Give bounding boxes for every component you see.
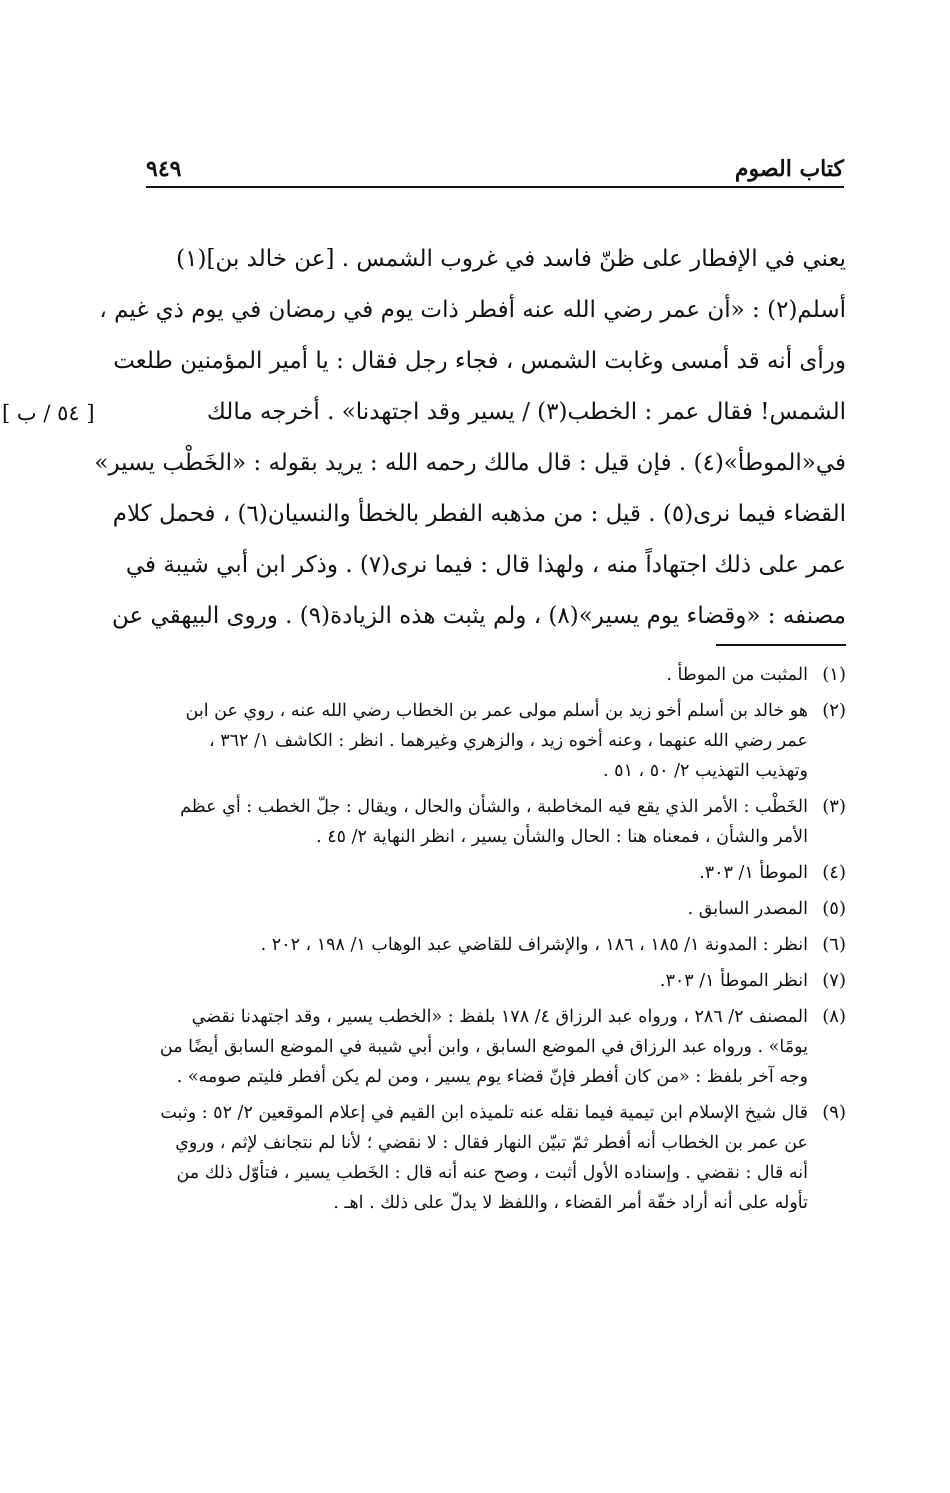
footnote-line: المصنف ٢/ ٢٨٦ ، ورواه عبد الرزاق ٤/ ١٧٨ بلفظ : «الخطب يسير ، وقد اجتهدنا نقضي (191, 1007, 808, 1027)
text-line: الشمس! فقال عمر : الخطب(٣) / يسير وقد اجتهدنا» . أخرجه مالك (206, 399, 846, 425)
footnote-line: انظر الموطأ ١/ ٣٠٣. (659, 971, 808, 991)
footnote-line: الأمر والشأن ، فمعناه هنا : الحال والشأن يسير ، انظر النهاية ٢/ ٤٥ . (316, 827, 808, 847)
footnote-number: (٥) (822, 898, 846, 919)
footnote-number: (٣) (822, 796, 846, 817)
page-number: ٩٤٩ (146, 156, 182, 182)
footnotes (146, 660, 846, 1224)
footnote-number: (٩) (822, 1102, 846, 1123)
footnote-number: (١) (822, 664, 846, 685)
footnote-line: يومًا» . ورواه عبد الرزاق في الموضع السابق ، وابن أبي شيبة في الموضع السابق أيضًا من (159, 1037, 808, 1057)
footnote-number: (٢) (822, 700, 846, 721)
footnote (146, 1002, 846, 1092)
footnote-number: (٦) (822, 934, 846, 955)
text-line: في«الموطأ»(٤) . فإن قيل : قال مالك رحمه الله : يريد بقوله : «الخَطْب يسير» (94, 450, 846, 476)
footnote-line: تأوله على أنه أراد خفّة أمر القضاء ، واللفظ لا يدلّ على ذلك . اهـ . (333, 1193, 808, 1213)
running-header (146, 148, 844, 188)
footnote-line: عن عمر بن الخطاب أنه أفطر ثمّ تبيّن النهار فقال : لا نقضي ؛ لأنا لم نتجانف لإثم ، وروي (175, 1133, 808, 1153)
footnote-line: أنه قال : نقضي . وإسناده الأول أثبت ، وصح عنه أنه قال : الخَطب يسير ، فتأوّل ذلك من (176, 1163, 808, 1183)
text-line: يعني في الإفطار على ظنّ فاسد في غروب الشمس . [عن خالد بن](١) (176, 246, 846, 272)
footnote-number: (٧) (822, 970, 846, 991)
footnote (146, 1098, 846, 1218)
footnote-separator (716, 644, 846, 646)
footnote (146, 894, 846, 924)
footnote-line: قال شيخ الإسلام ابن تيمية فيما نقله عنه تلميذه ابن القيم في إعلام الموقعين ٢/ ٥٢ : وثبت (160, 1103, 808, 1123)
chapter-title: كتاب الصوم (734, 156, 844, 182)
footnote (146, 792, 846, 852)
footnote-line: عمر رضي الله عنهما ، وعنه أخوه زيد ، والزهري وغيرهما . انظر : الكاشف ١/ ٣٦٢ ، (209, 731, 808, 751)
footnote-number: (٤) (822, 862, 846, 883)
footnote-line: انظر : المدونة ١/ ١٨٥ ، ١٨٦ ، والإشراف للقاضي عبد الوهاب ١/ ١٩٨ ، ٢٠٢ . (260, 935, 808, 955)
text-line: عمر على ذلك اجتهاداً منه ، ولهذا قال : فيما نرى(٧) . وذكر ابن أبي شيبة في (125, 552, 846, 578)
text-line: أسلم(٢) : «أن عمر رضي الله عنه أفطر ذات يوم في رمضان في يوم ذي غيم ، (99, 297, 846, 323)
footnote-line: الموطأ ١/ ٣٠٣. (699, 863, 808, 883)
header-rule (146, 186, 844, 188)
footnote (146, 696, 846, 786)
footnote (146, 966, 846, 996)
footnote-line: المثبت من الموطأ . (666, 665, 808, 685)
footnote (146, 858, 846, 888)
footnote-number: (٨) (822, 1006, 846, 1027)
footnote (146, 660, 846, 690)
main-text (94, 234, 846, 642)
footnote-line: هو خالد بن أسلم أخو زيد بن أسلم مولى عمر بن الخطاب رضي الله عنه ، روي عن ابن (185, 701, 808, 721)
footnote-line: الخَطْب : الأمر الذي يقع فيه المخاطبة ، والشأن والحال ، ويقال : جلّ الخطب : أي عظم (180, 797, 808, 817)
footnote (146, 930, 846, 960)
text-line: مصنفه : «وقضاء يوم يسير»(٨) ، ولم يثبت هذه الزيادة(٩) . وروى البيهقي عن (112, 603, 846, 629)
margin-folio-reference: [ ٥٤ / ب ] (2, 401, 95, 425)
text-line: القضاء فيما نرى(٥) . قيل : من مذهبه الفطر بالخطأ والنسيان(٦) ، فحمل كلام (112, 501, 846, 527)
footnote-line: وتهذيب التهذيب ٢/ ٥٠ ، ٥١ . (603, 761, 808, 781)
footnote-line: المصدر السابق . (687, 899, 808, 919)
footnote-line: وجه آخر بلفظ : «من كان أفطر فإنّ قضاء يوم يسير ، ومن لم يكن أفطر فليتم صومه» . (176, 1067, 808, 1087)
text-line: ورأى أنه قد أمسى وغابت الشمس ، فجاء رجل فقال : يا أمير المؤمنين طلعت (113, 348, 846, 374)
